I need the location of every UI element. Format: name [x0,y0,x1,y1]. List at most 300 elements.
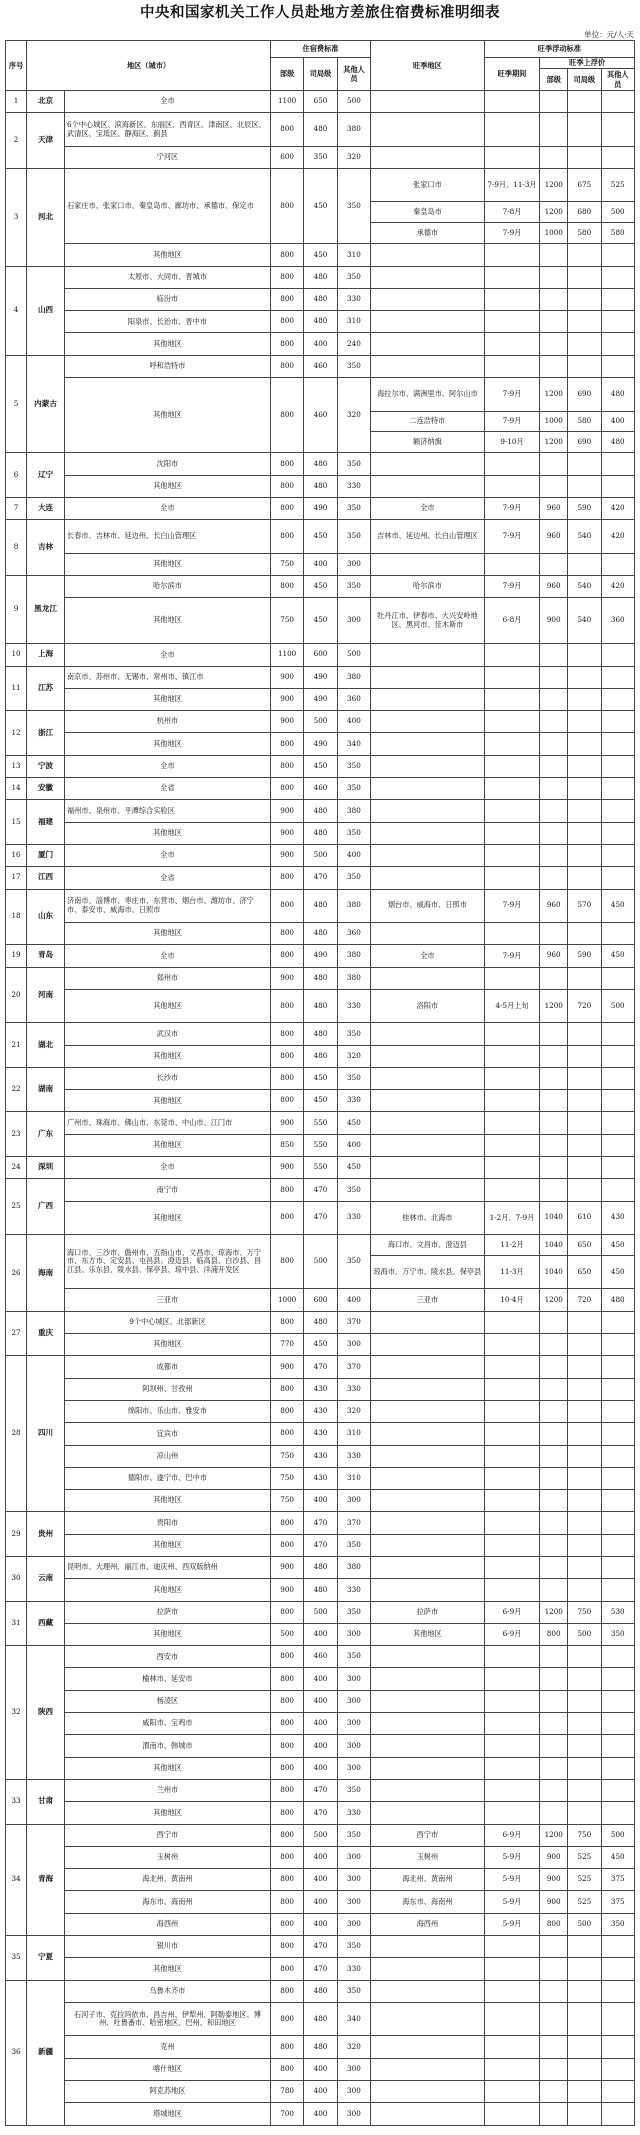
peak-others: 450 [601,1846,634,1868]
peak-ministry-empty [540,800,568,822]
rate-ministry: 800 [270,1601,303,1623]
table-row [6,1157,635,1179]
peak-region-empty [371,1512,485,1534]
peak-bureau-empty [568,688,601,710]
region-cities: 成都市 [64,1356,270,1378]
rate-ministry: 900 [270,1157,303,1179]
peak-region: 二连浩特市 [371,411,485,432]
peak-period-empty [484,1067,540,1089]
rate-bureau: 600 [304,644,337,666]
province-name: 天津 [27,113,65,169]
rate-others: 380 [337,800,370,822]
rate-bureau: 480 [304,1023,337,1045]
province-serial: 9 [6,575,27,643]
rate-ministry: 800 [270,355,303,377]
province-serial: 28 [6,1356,27,1512]
peak-ministry: 960 [540,575,568,597]
peak-period-empty [484,288,540,310]
peak-ministry: 960 [540,889,568,922]
table-row [6,1067,635,1089]
table-row [6,1913,635,1935]
peak-ministry-empty [540,1356,568,1378]
table-row [6,1534,635,1556]
peak-region: 海东市、海南州 [371,1891,485,1913]
peak-ministry-empty [540,844,568,866]
table-row [6,922,635,944]
region-cities: 海东市、海南州 [64,1891,270,1913]
rate-bureau: 460 [304,355,337,377]
rate-bureau: 470 [304,1779,337,1801]
peak-region-empty [371,1400,485,1422]
region-cities: 全市 [64,91,270,113]
province-serial: 35 [6,1936,27,1981]
peak-others-empty [601,91,634,113]
peak-others-empty [601,1179,634,1201]
rate-bureau: 450 [304,244,337,266]
province-serial: 13 [6,755,27,777]
peak-bureau: 580 [568,411,601,432]
peak-region-empty [371,967,485,989]
peak-others-empty [601,1090,634,1112]
rate-others: 350 [337,1980,370,2002]
peak-others-empty [601,1980,634,2002]
rate-others: 500 [337,91,370,113]
province-name: 广东 [27,1112,65,1157]
region-cities: 其他地区 [64,733,270,755]
peak-ministry: 900 [540,1891,568,1913]
peak-bureau-empty [568,1334,601,1356]
province-serial: 6 [6,453,27,498]
rate-ministry: 850 [270,1134,303,1156]
peak-others-empty [601,1757,634,1779]
peak-period-empty [484,1534,540,1556]
peak-period: 5-9月 [484,1846,540,1868]
province-name: 海南 [27,1235,65,1312]
peak-ministry-empty [540,1512,568,1534]
peak-others: 500 [601,989,634,1022]
peak-period: 7-9月 [484,575,540,597]
peak-period-empty [484,666,540,688]
peak-others-empty [601,2080,634,2102]
rate-others: 350 [337,453,370,475]
table-row [6,1423,635,1445]
peak-bureau-empty [568,113,601,146]
peak-region-empty [371,2080,485,2102]
rate-ministry: 900 [270,711,303,733]
region-cities: 其他地区 [64,1623,270,1645]
region-cities: 武汉市 [64,1023,270,1045]
peak-period: 5-9月 [484,1869,540,1891]
rate-others: 350 [337,1779,370,1801]
province-serial: 34 [6,1824,27,1935]
rate-ministry: 750 [270,553,303,575]
peak-bureau: 590 [568,945,601,967]
peak-period-empty [484,755,540,777]
province-name: 河南 [27,967,65,1023]
peak-ministry-empty [540,146,568,168]
peak-period-empty [484,1423,540,1445]
rate-bureau: 480 [304,822,337,844]
peak-region-empty [371,2036,485,2058]
table-row [6,266,635,288]
table-row [6,889,635,922]
region-cities: 宁河区 [64,146,270,168]
region-cities: 郑州市 [64,967,270,989]
rate-ministry: 900 [270,800,303,822]
peak-ministry-empty [540,1490,568,1512]
peak-region-empty [371,1980,485,2002]
rate-bureau: 480 [304,1980,337,2002]
province-name: 江西 [27,867,65,889]
peak-bureau: 500 [568,1623,601,1645]
province-serial: 19 [6,945,27,967]
peak-region: 牡丹江市、伊春市、大兴安岭地区、黑河市、佳木斯市 [371,598,485,644]
region-cities: 石家庄市、张家口市、秦皇岛市、廊坊市、承德市、保定市 [64,169,270,244]
peak-others-empty [601,1534,634,1556]
peak-ministry: 800 [540,1913,568,1935]
peak-others-empty [601,755,634,777]
rate-others: 350 [337,355,370,377]
rate-others: 300 [337,1668,370,1690]
rate-bureau: 400 [304,1713,337,1735]
peak-bureau-empty [568,1400,601,1422]
peak-bureau-empty [568,778,601,800]
rate-others: 350 [337,1235,370,1289]
province-serial: 33 [6,1779,27,1824]
province-name: 河北 [27,169,65,267]
rate-bureau: 480 [304,113,337,146]
peak-bureau-empty [568,1646,601,1668]
peak-bureau-empty [568,800,601,822]
province-serial: 11 [6,666,27,711]
region-cities: 拉萨市 [64,1601,270,1623]
peak-region-empty [371,1179,485,1201]
peak-period-empty [484,1757,540,1779]
rate-others: 350 [337,575,370,597]
rate-ministry: 750 [270,598,303,644]
peak-others: 480 [601,1289,634,1311]
rate-ministry: 800 [270,169,303,244]
peak-period-empty [484,688,540,710]
peak-bureau-empty [568,1311,601,1333]
peak-bureau-empty [568,1467,601,1489]
peak-ministry-empty [540,711,568,733]
peak-period-empty [484,475,540,497]
table-row [6,2103,635,2125]
province-serial: 15 [6,800,27,845]
peak-others: 500 [601,1824,634,1846]
province-name: 青海 [27,1824,65,1935]
province-serial: 14 [6,778,27,800]
peak-period-empty [484,1311,540,1333]
peak-bureau-empty [568,2002,601,2035]
region-cities: 其他地区 [64,553,270,575]
rate-bureau: 480 [304,266,337,288]
rate-bureau: 480 [304,2036,337,2058]
peak-bureau: 610 [568,1201,601,1234]
rate-bureau: 500 [304,1824,337,1846]
peak-region-empty [371,1735,485,1757]
peak-bureau-empty [568,2103,601,2125]
rate-others: 400 [337,1134,370,1156]
peak-bureau: 525 [568,1891,601,1913]
peak-period: 7-9月 [484,945,540,967]
peak-others-empty [601,266,634,288]
rate-others: 300 [337,1623,370,1645]
table-row [6,1735,635,1757]
rate-bureau: 450 [304,575,337,597]
peak-others-empty [601,666,634,688]
table-row [6,733,635,755]
peak-region-empty [371,800,485,822]
peak-region: 全市 [371,497,485,519]
rate-bureau: 400 [304,1490,337,1512]
header-serial: 序号 [6,41,27,91]
peak-region-empty [371,91,485,113]
peak-others: 480 [601,432,634,453]
rate-ministry: 800 [270,1980,303,2002]
region-cities: 杭州市 [64,711,270,733]
peak-ministry-empty [540,778,568,800]
rate-bureau: 500 [304,1601,337,1623]
peak-period-empty [484,113,540,146]
rate-bureau: 480 [304,967,337,989]
rate-others: 320 [337,146,370,168]
table-row [6,1936,635,1958]
peak-region: 玉树州 [371,1846,485,1868]
peak-others-empty [601,822,634,844]
peak-ministry-empty [540,1112,568,1134]
peak-ministry-empty [540,1556,568,1578]
region-cities: 其他地区 [64,1490,270,1512]
rate-bureau: 470 [304,867,337,889]
peak-others-empty [601,922,634,944]
region-cities: 其他地区 [64,989,270,1022]
rate-ministry: 800 [270,497,303,519]
region-cities: 全市 [64,497,270,519]
rate-others: 350 [337,1534,370,1556]
table-row [6,1334,635,1356]
peak-bureau-empty [568,2080,601,2102]
rate-bureau: 400 [304,1690,337,1712]
peak-ministry-empty [540,1134,568,1156]
peak-ministry: 900 [540,1846,568,1868]
rate-bureau: 480 [304,989,337,1022]
table-row [6,2002,635,2035]
rate-ministry: 800 [270,1090,303,1112]
header-peak-period: 旺季期间 [484,58,540,91]
table-row [6,497,635,519]
peak-ministry: 1200 [540,169,568,202]
rate-bureau: 350 [304,146,337,168]
peak-region-empty [371,113,485,146]
table-row [6,1179,635,1201]
rate-others: 300 [337,1913,370,1935]
rate-bureau: 400 [304,2080,337,2102]
peak-region-empty [371,733,485,755]
peak-others-empty [601,1400,634,1422]
peak-ministry-empty [540,644,568,666]
peak-ministry-empty [540,2103,568,2125]
peak-bureau-empty [568,755,601,777]
peak-bureau-empty [568,266,601,288]
peak-region: 额济纳旗 [371,432,485,453]
rate-ministry: 800 [270,1512,303,1534]
peak-region: 全市 [371,945,485,967]
peak-region-empty [371,2058,485,2080]
peak-bureau-empty [568,1802,601,1824]
rate-ministry: 1100 [270,91,303,113]
table-row [6,1112,635,1134]
peak-period-empty [484,1045,540,1067]
rate-ministry: 800 [270,1646,303,1668]
region-cities: 其他地区 [64,1134,270,1156]
rate-others: 300 [337,2080,370,2102]
province-name: 宁夏 [27,1936,65,1981]
rate-bureau: 450 [304,1067,337,1089]
region-cities: 海口市、三沙市、儋州市、五指山市、文昌市、琼海市、万宁市、东方市、定安县、屯昌县、澄迈县、临高县、白沙县、昌江县、乐东县、陵水县、保亭县、琼中县、洋浦开发区 [64,1235,270,1289]
table-row [6,1235,635,1256]
region-cities: 全市 [64,755,270,777]
rate-others: 300 [337,1713,370,1735]
rate-bureau: 430 [304,1467,337,1489]
peak-others-empty [601,1134,634,1156]
peak-period-empty [484,867,540,889]
rate-ministry: 800 [270,1423,303,1445]
peak-bureau-empty [568,922,601,944]
peak-others: 375 [601,1869,634,1891]
table-row [6,1713,635,1735]
rate-ministry: 800 [270,1735,303,1757]
rate-ministry: 900 [270,688,303,710]
peak-period-empty [484,1400,540,1422]
rate-ministry: 800 [270,378,303,453]
peak-bureau-empty [568,553,601,575]
rate-others: 330 [337,1090,370,1112]
rate-others: 330 [337,1378,370,1400]
table-row [6,553,635,575]
table-row [6,1556,635,1578]
peak-bureau: 720 [568,1289,601,1311]
table-row [6,244,635,266]
rate-others: 320 [337,1400,370,1422]
peak-bureau-empty [568,91,601,113]
rate-bureau: 480 [304,922,337,944]
peak-bureau-empty [568,1356,601,1378]
rate-others: 300 [337,1891,370,1913]
rate-bureau: 470 [304,1201,337,1234]
region-cities: 西安市 [64,1646,270,1668]
peak-period-empty [484,922,540,944]
peak-bureau: 580 [568,223,601,244]
peak-ministry-empty [540,1713,568,1735]
province-name: 湖南 [27,1067,65,1112]
peak-period-empty [484,644,540,666]
peak-ministry: 1200 [540,1601,568,1623]
peak-bureau-empty [568,1556,601,1578]
rate-bureau: 480 [304,453,337,475]
rate-ministry: 750 [270,1445,303,1467]
peak-others: 500 [601,202,634,223]
peak-ministry-empty [540,1334,568,1356]
peak-region: 哈尔滨市 [371,575,485,597]
peak-period-empty [484,2080,540,2102]
peak-others-empty [601,644,634,666]
peak-region-empty [371,1090,485,1112]
rate-ministry: 800 [270,867,303,889]
peak-ministry-empty [540,1779,568,1801]
peak-ministry-empty [540,333,568,355]
province-serial: 25 [6,1179,27,1235]
peak-region-empty [371,711,485,733]
rate-bureau: 600 [304,1289,337,1311]
peak-ministry-empty [540,733,568,755]
peak-period-empty [484,553,540,575]
rate-bureau: 470 [304,1512,337,1534]
peak-region-empty [371,1334,485,1356]
peak-bureau-empty [568,1713,601,1735]
region-cities: 呼和浩特市 [64,355,270,377]
table-row [6,520,635,553]
header-peak-float: 旺季浮动标准 [484,41,634,58]
peak-region: 三亚市 [371,1289,485,1311]
peak-region-empty [371,311,485,333]
rate-bureau: 480 [304,1579,337,1601]
province-serial: 4 [6,266,27,355]
province-name: 湖北 [27,1023,65,1068]
peak-period-empty [484,800,540,822]
peak-bureau-empty [568,1423,601,1445]
peak-others-empty [601,311,634,333]
region-cities: 西宁市 [64,1824,270,1846]
rate-bureau: 400 [304,1668,337,1690]
rate-ministry: 800 [270,778,303,800]
rate-others: 350 [337,822,370,844]
rate-others: 350 [337,867,370,889]
province-serial: 3 [6,169,27,267]
region-cities: 其他地区 [64,1958,270,1980]
region-cities: 石河子市、克拉玛依市、昌吉州、伊犁州、阿勒泰地区、博州、吐鲁番市、哈密地区、巴州、和田地区 [64,2002,270,2035]
peak-period-empty [484,1023,540,1045]
rate-others: 300 [337,553,370,575]
peak-bureau-empty [568,1958,601,1980]
peak-bureau: 690 [568,378,601,411]
rate-bureau: 470 [304,1179,337,1201]
province-serial: 24 [6,1157,27,1179]
peak-region: 张家口市 [371,169,485,202]
table-row [6,1445,635,1467]
rate-ministry: 780 [270,2080,303,2102]
rate-others: 380 [337,113,370,146]
rate-bureau: 550 [304,1112,337,1134]
rate-ministry: 800 [270,733,303,755]
rate-bureau: 480 [304,288,337,310]
peak-bureau-empty [568,288,601,310]
peak-others-empty [601,453,634,475]
peak-region: 海口市、文昌市、澄迈县 [371,1235,485,1256]
peak-period: 10-4月 [484,1289,540,1311]
peak-others-empty [601,146,634,168]
rate-others: 300 [337,1735,370,1757]
peak-bureau-empty [568,867,601,889]
rate-bureau: 490 [304,688,337,710]
peak-period-empty [484,1958,540,1980]
table-row [6,1824,635,1846]
peak-bureau-empty [568,844,601,866]
rate-bureau: 490 [304,666,337,688]
province-name: 辽宁 [27,453,65,498]
peak-period: 6-9月 [484,1824,540,1846]
